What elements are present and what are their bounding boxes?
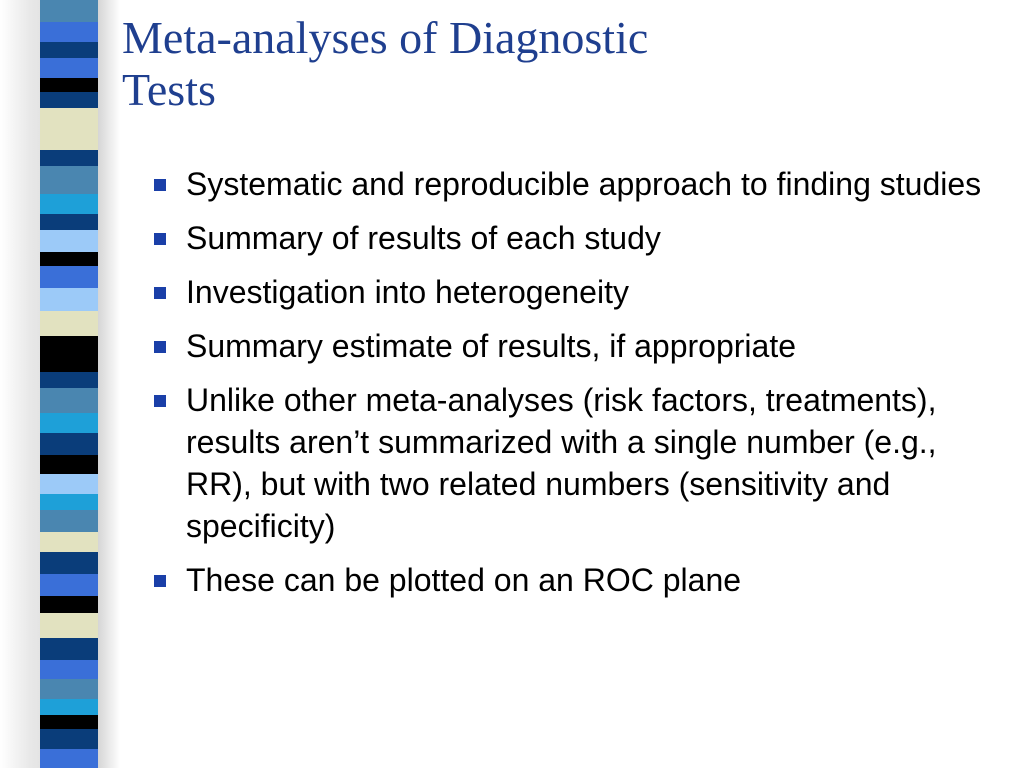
bullet-item [148, 325, 1008, 367]
stripe-segment [40, 22, 98, 41]
stripe-segment [40, 474, 98, 493]
stripe-segment [40, 311, 98, 336]
bullet-text: Investigation into heterogeneity [186, 274, 629, 310]
stripe-segment [40, 699, 98, 716]
stripe-segment [40, 494, 98, 511]
bullet-list [148, 163, 1008, 613]
stripe-segment [40, 729, 98, 748]
square-bullet-icon [154, 341, 166, 353]
stripe-segment [40, 92, 98, 109]
stripe-segment [40, 150, 98, 167]
stripe-segment [40, 433, 98, 455]
stripe-segment [40, 336, 98, 372]
stripe-segment [40, 0, 98, 22]
stripe-segment [40, 679, 98, 698]
slide-title [122, 12, 1002, 116]
stripe-segment [40, 388, 98, 413]
stripe-segment [40, 749, 98, 768]
stripe-segment [40, 638, 98, 660]
stripe-segment [40, 574, 98, 596]
stripe-segment [40, 455, 98, 474]
slide-title-line-2: Tests [122, 64, 216, 115]
stripe-segment [40, 78, 98, 92]
stripe-segment [40, 266, 98, 288]
stripe-segment [40, 596, 98, 613]
bullet-item [148, 379, 1008, 547]
stripe-segment [40, 252, 98, 266]
stripe-segment [40, 230, 98, 252]
stripe-segment [40, 166, 98, 194]
stripe-segment [40, 42, 98, 59]
square-bullet-icon [154, 575, 166, 587]
bullet-item [148, 163, 1008, 205]
stripe-segment [40, 613, 98, 638]
bullet-text: Summary of results of each study [186, 220, 661, 256]
bullet-text: These can be plotted on an ROC plane [186, 562, 742, 598]
square-bullet-icon [154, 233, 166, 245]
stripe-segment [40, 194, 98, 213]
bullet-item [148, 217, 1008, 259]
slide-title-line-1: Meta-analyses of Diagnostic [122, 12, 649, 63]
bullet-text: Summary estimate of results, if appropriate [186, 328, 797, 364]
stripe-segment [40, 660, 98, 679]
stripe-strip [40, 0, 98, 768]
stripe-segment [40, 413, 98, 432]
decorative-stripe-bar [0, 0, 120, 768]
stripe-segment [40, 372, 98, 389]
stripe-segment [40, 214, 98, 231]
stripe-segment [40, 552, 98, 574]
stripe-segment [40, 715, 98, 729]
stripe-segment [40, 58, 98, 77]
bullet-text: Systematic and reproducible approach to finding studies [186, 166, 982, 202]
square-bullet-icon [154, 395, 166, 407]
stripe-segment [40, 532, 98, 551]
square-bullet-icon [154, 287, 166, 299]
stripe-segment [40, 510, 98, 532]
bullet-item [148, 559, 1008, 601]
square-bullet-icon [154, 179, 166, 191]
stripe-segment [40, 108, 98, 150]
bullet-text: Unlike other meta-analyses (risk factors, treatments), results aren’t summarized with a single number (e.g., RR), but with two related numbers (sensitivity and specificity) [186, 382, 937, 544]
bullet-item [148, 271, 1008, 313]
stripe-segment [40, 288, 98, 310]
